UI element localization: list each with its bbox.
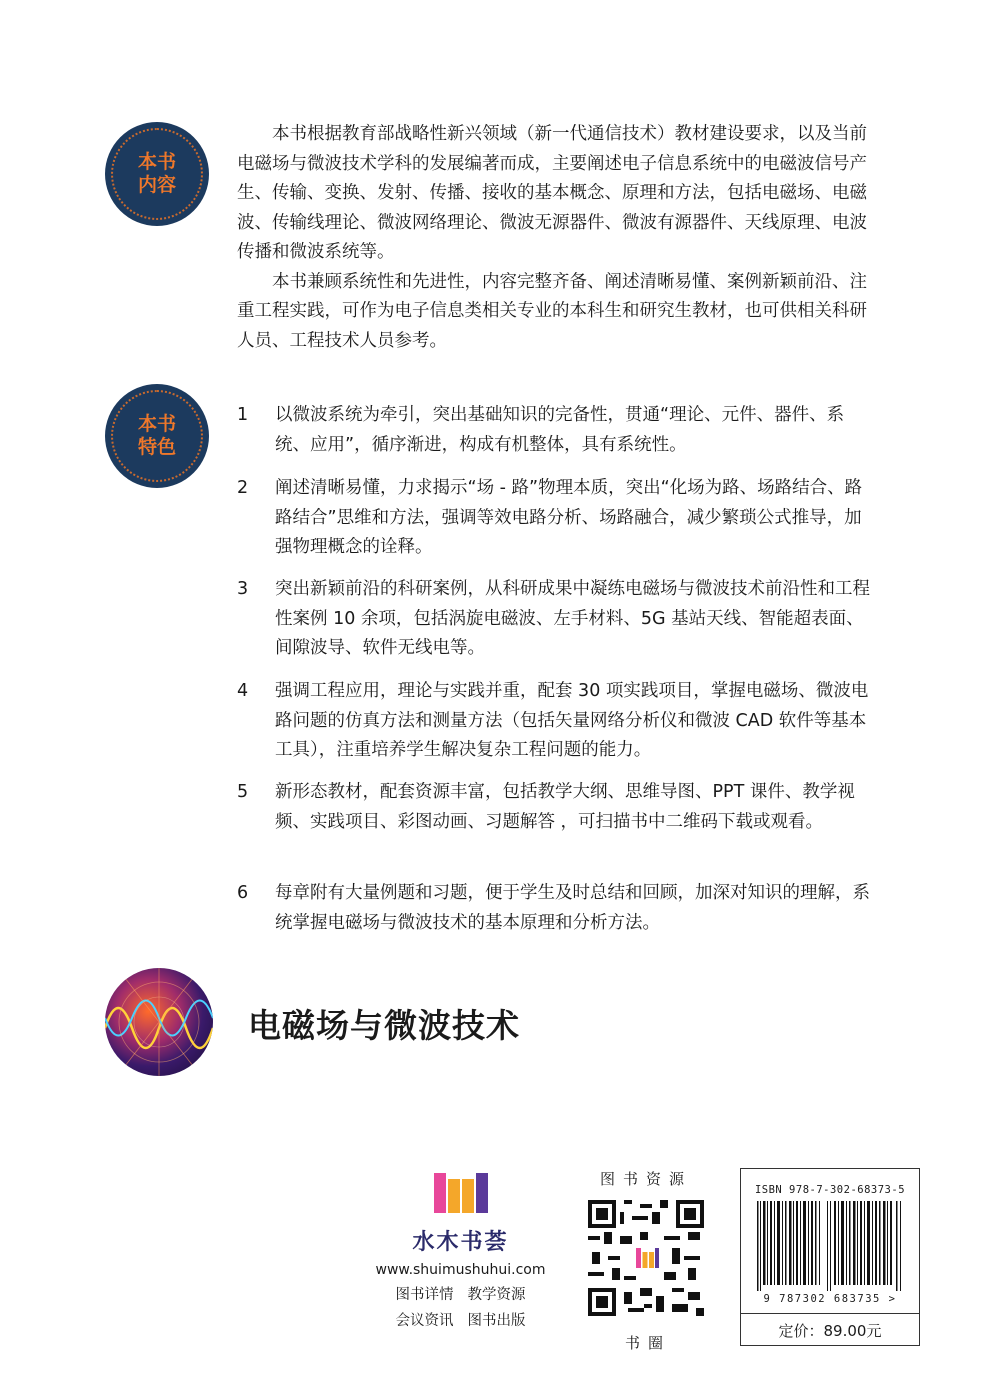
barcode-icon: [755, 1201, 905, 1291]
feature-text: 突出新颖前沿的科研案例，从科研成果中凝练电磁场与微波技术前沿性和工程性案例 10 余项，包括涡旋电磁波、左手材料、5G 基站天线、智能超表面、间隙波导、软件无线电等。: [275, 579, 870, 658]
link-conference-news: 会议资讯: [395, 1313, 454, 1329]
feature-number: 3: [237, 579, 249, 599]
price-label: 定价：89.00元: [741, 1313, 919, 1341]
feature-number: 1: [237, 405, 249, 425]
feature-text: 强调工程应用，理论与实践并重，配套 30 项实践项目，掌握电磁场、微波电路问题的仿真方法和测量方法（包括矢量网络分析仪和微波 CAD 软件等基本工具），注重培养学生解决复杂工程问题的能力。: [275, 681, 869, 760]
isbn-barcode-digits: 9 787302 683735 >: [763, 1293, 897, 1305]
content-paragraph-2: 本书兼顾系统性和先进性，内容完整齐备、阐述清晰易懂、案例新颖前沿、注重工程实践，可作为电子信息类相关专业的本科生和研究生教材，也可供相关科研人员、工程技术人员参考。: [237, 271, 867, 351]
feature-text: 以微波系统为牵引，突出基础知识的完备性，贯通“理论、元件、器件、系统、应用”，循序渐进，构成有机整体，具有系统性。: [275, 405, 845, 455]
isbn-box: [740, 1168, 920, 1346]
feature-text: 新形态教材，配套资源丰富，包括教学大纲、思维导图、PPT 课件、教学视频、实践项目、彩图动画、习题解答 ，可扫描书中二维码下载或观看。: [275, 782, 855, 832]
feature-text: 每章附有大量例题和习题，便于学生及时总结和回顾，加深对知识的理解，系统掌握电磁场与微波技术的基本原理和分析方法。: [275, 883, 870, 933]
publisher-block: [368, 1165, 553, 1334]
book-title: 电磁场与微波技术: [248, 1006, 520, 1045]
content-paragraph-1: 本书根据教育部战略性新兴领域（新一代通信技术）教材建设要求，以及当前电磁场与微波技术学科的发展编著而成，主要阐述电子信息系统中的电磁波信号产生、传输、变换、发射、传播、接收的基本概念、原理和方法，包括电磁场、电磁波、传输线理论、微波网络理论、微波无源器件、微波有源器件、天线原理、电波传播和微波系统等。: [237, 124, 867, 262]
feature-item-6: [237, 879, 877, 938]
publisher-url: www.shuimushuhui.com: [375, 1262, 546, 1278]
qr-bottom-label: 书圈: [625, 1334, 672, 1352]
feature-item-4: [237, 677, 877, 766]
content-description: [237, 120, 867, 356]
qr-top-label: 图书资源: [600, 1170, 693, 1188]
content-badge-label: 本书 内容: [137, 151, 176, 196]
electromagnetic-globe-image: [105, 968, 213, 1076]
wave-graphic-icon: [105, 968, 213, 1076]
feature-text: 阐述清晰易懂，力求揭示“场 - 路”物理本质，突出“化场为路、场路结合、路路结合”思维和方法，强调等效电路分析、场路融合，减少繁琐公式推导，加强物理概念的诠释。: [275, 478, 863, 557]
publisher-logo-icon: [432, 1165, 490, 1215]
feature-item-1: [237, 401, 877, 460]
feature-number: 4: [237, 681, 249, 701]
link-book-publishing: 图书出版: [467, 1313, 526, 1329]
feature-number: 6: [237, 883, 249, 903]
feature-item-5: [237, 778, 877, 837]
features-badge: [105, 384, 209, 488]
content-badge: [105, 122, 209, 226]
feature-item-2: [237, 474, 877, 563]
feature-item-3: [237, 575, 877, 664]
features-badge-label: 本书 特色: [137, 413, 176, 458]
link-teaching-resources: 教学资源: [467, 1287, 526, 1303]
publisher-links: [368, 1282, 553, 1334]
qr-code-icon: [588, 1200, 704, 1316]
isbn-number: ISBN 978-7-302-68373-5: [754, 1184, 906, 1196]
feature-number: 5: [237, 782, 249, 802]
link-book-details: 图书详情: [395, 1287, 454, 1303]
publisher-name: 水木书荟: [412, 1229, 509, 1255]
feature-number: 2: [237, 478, 249, 498]
